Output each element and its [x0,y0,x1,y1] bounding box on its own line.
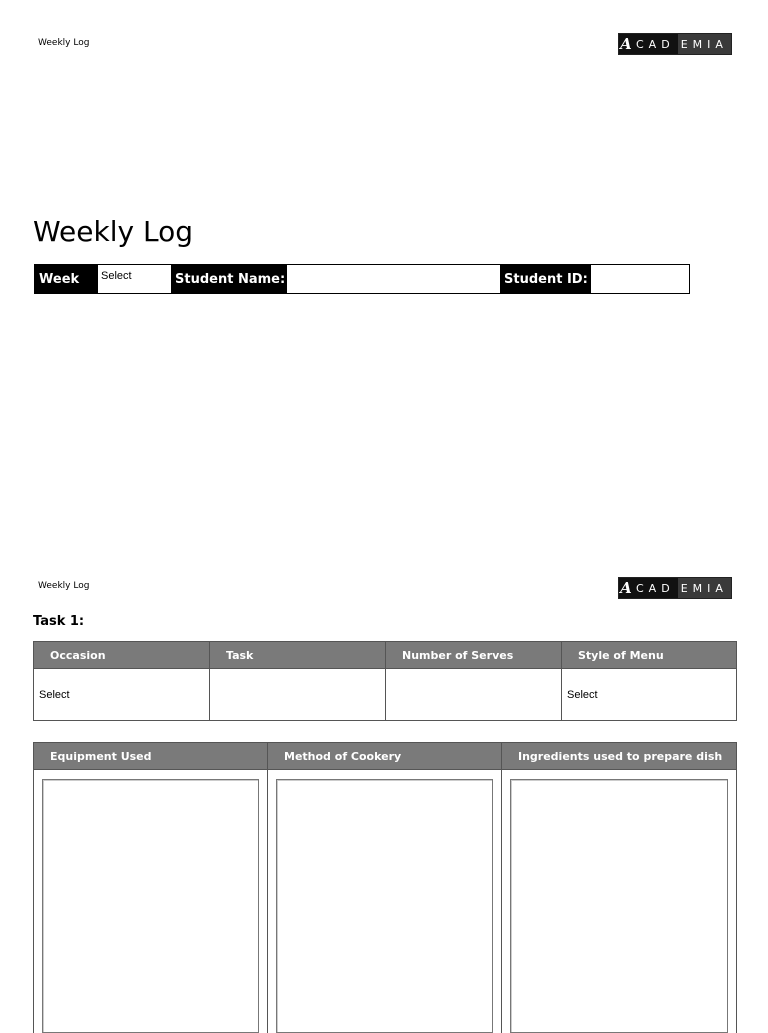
week-label: Week [35,265,98,293]
running-header: Weekly Log [38,38,89,48]
academia-logo-page2 [618,577,732,599]
table-header-row [34,743,737,770]
week-select[interactable]: Select [98,265,171,293]
header-number-of-serves: Number of Serves [386,642,562,669]
task-heading: Task 1: [33,614,84,629]
task-field[interactable] [210,669,386,721]
ingredients-cell [502,770,737,1033]
table-row [34,669,737,721]
equipment-used-textbox[interactable] [42,779,259,1033]
logo-mark-icon: A [619,34,633,54]
method-of-cookery-textbox[interactable] [276,779,493,1033]
task-table [33,641,737,721]
header-style-of-menu: Style of Menu [562,642,737,669]
occasion-select[interactable]: Select [34,669,210,721]
logo-mark-icon: A [619,578,633,598]
header-method-of-cookery: Method of Cookery [268,743,502,770]
student-name-field[interactable] [287,265,500,293]
logo-text-b: EMIA [678,578,731,598]
header-task: Task [210,642,386,669]
logo-text-b: EMIA [678,34,731,54]
style-of-menu-select[interactable]: Select [562,669,737,721]
academia-logo [618,33,732,55]
ingredients-textbox[interactable] [510,779,728,1033]
logo-text-a: CAD [633,578,678,598]
header-ingredients: Ingredients used to prepare dish [502,743,737,770]
header-equipment-used: Equipment Used [34,743,268,770]
preparation-table [33,742,737,1033]
page-title: Weekly Log [33,215,193,248]
logo-text-a: CAD [633,34,678,54]
method-cell [268,770,502,1033]
header-occasion: Occasion [34,642,210,669]
number-of-serves-field[interactable] [386,669,562,721]
running-header-page2: Weekly Log [38,581,89,591]
table-row [34,770,737,1033]
student-info-row [34,264,690,294]
table-header-row [34,642,737,669]
equipment-cell [34,770,268,1033]
student-id-field[interactable] [591,265,689,293]
student-id-label: Student ID: [500,265,591,293]
student-name-label: Student Name: [171,265,287,293]
